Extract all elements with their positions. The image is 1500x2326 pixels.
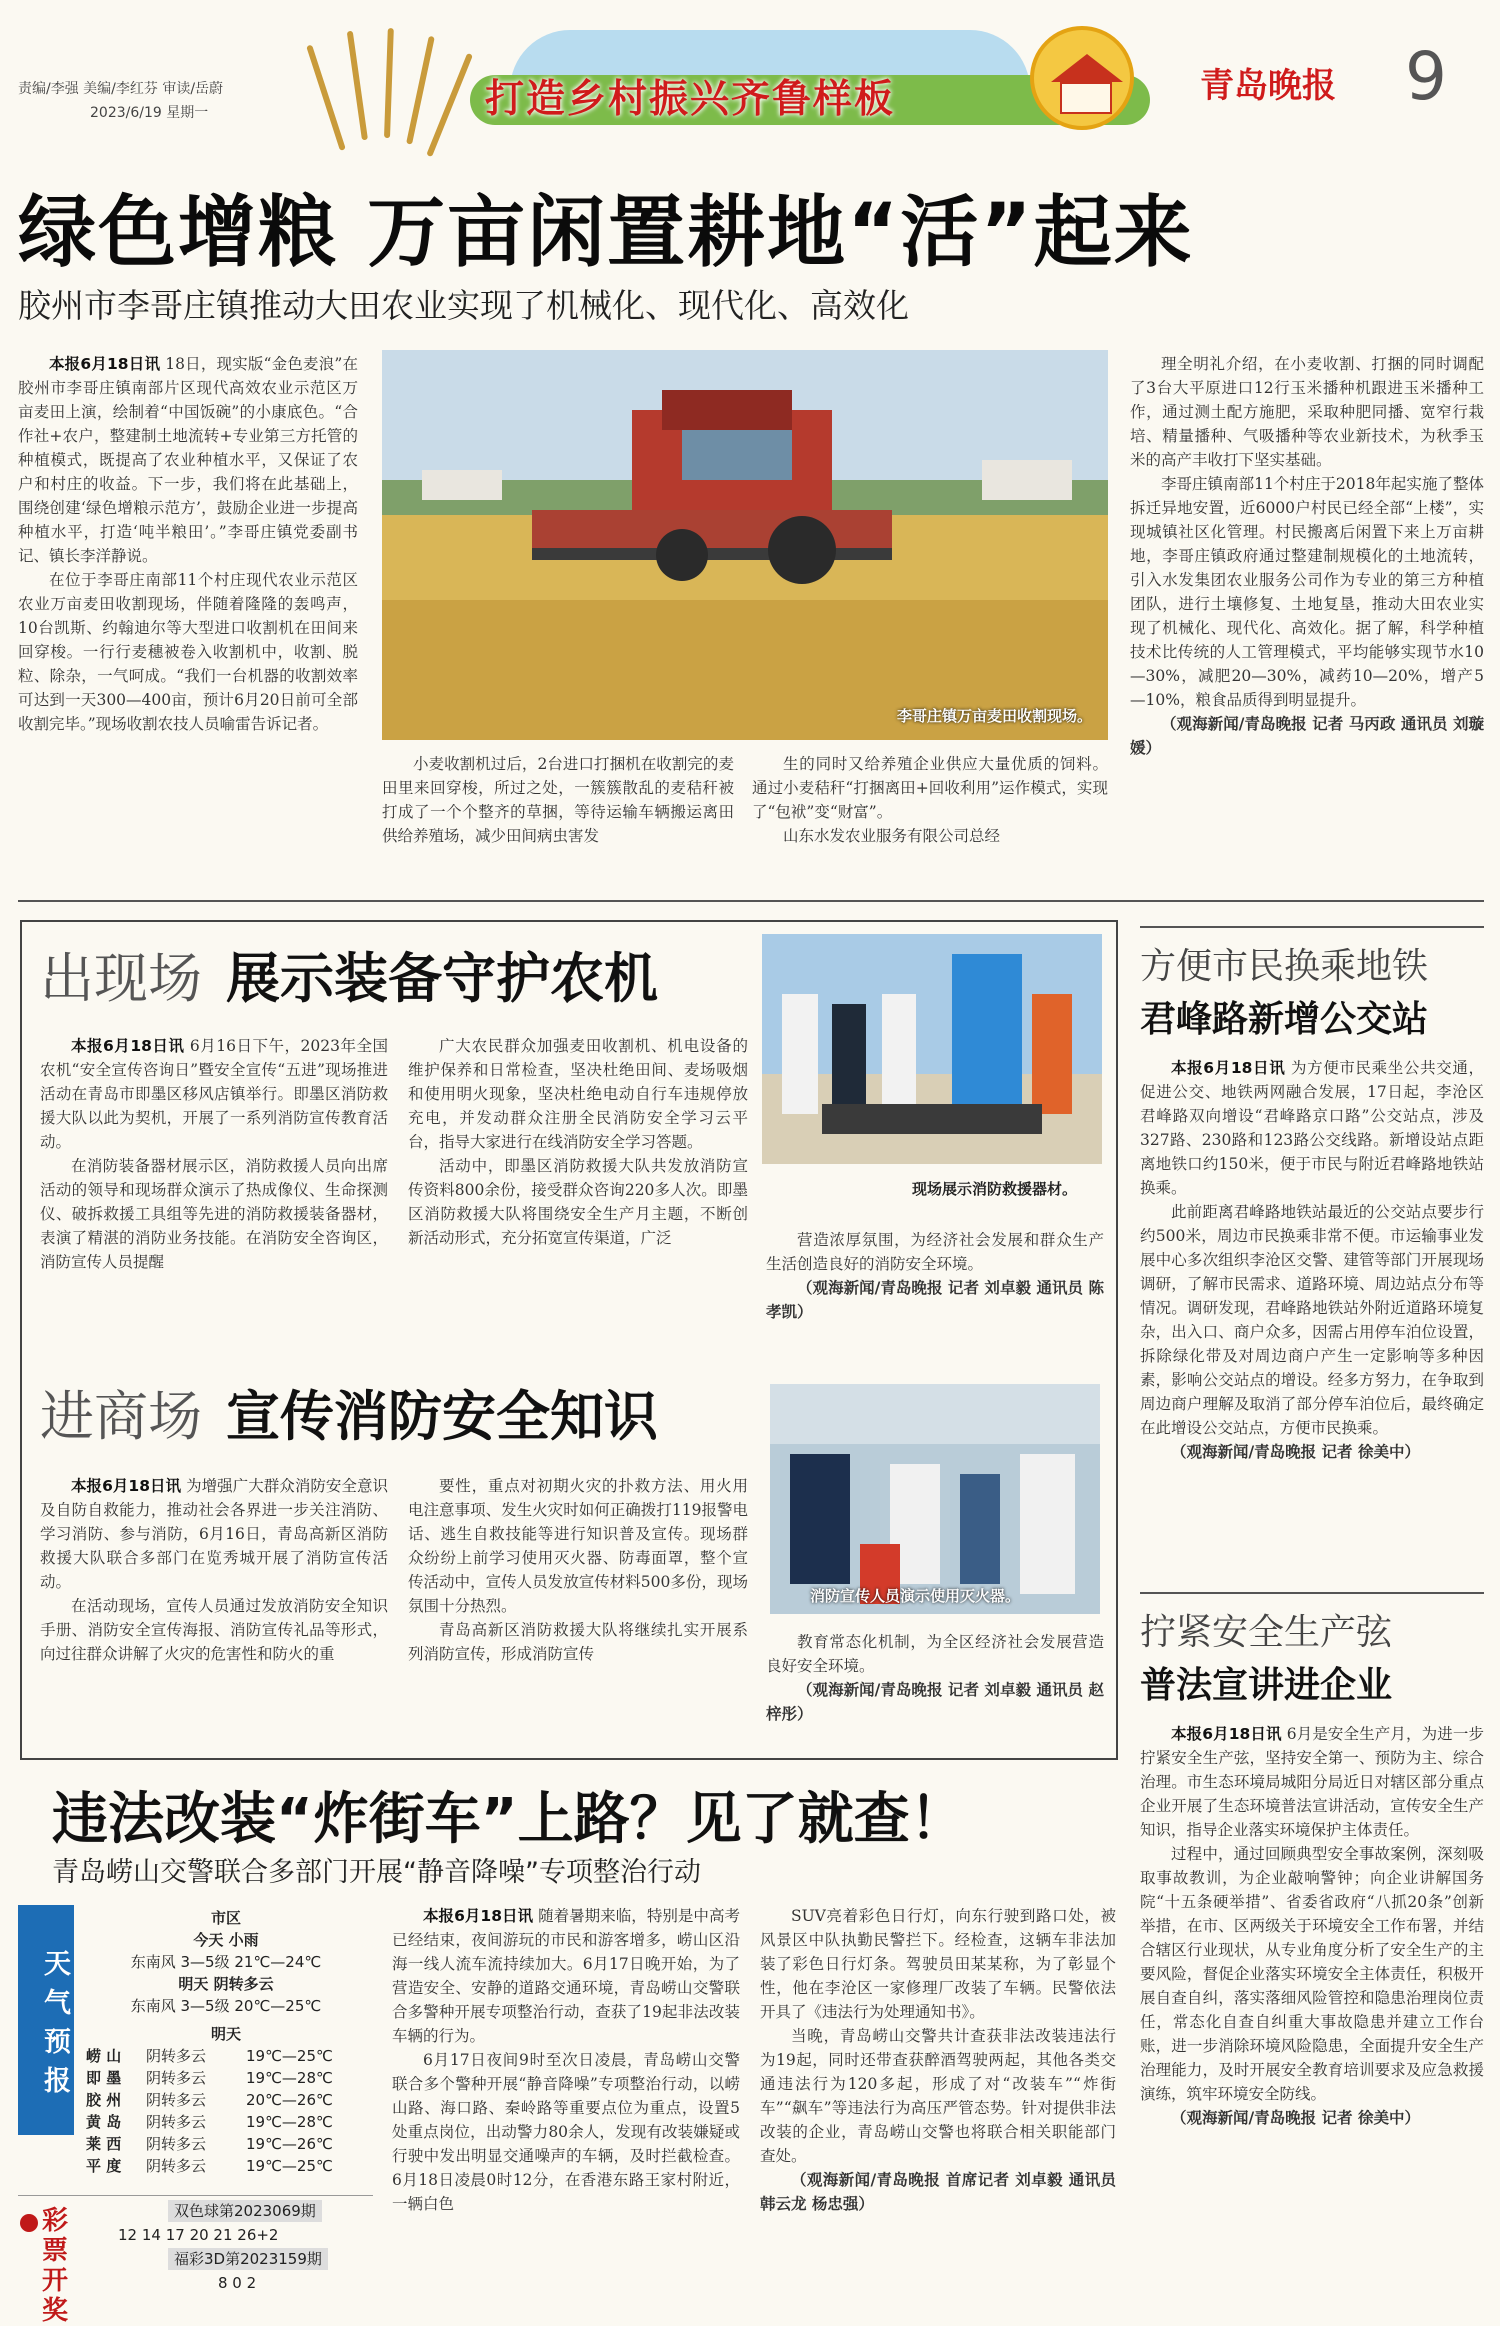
safety-heading-thin: 拧紧安全生产弦 bbox=[1140, 1612, 1393, 1653]
lead-headline: 绿色增粮 万亩闲置耕地“活”起来 bbox=[18, 188, 1194, 278]
weather-label: 天气预报 bbox=[18, 1905, 74, 2135]
metro-story bbox=[1140, 926, 1484, 1464]
lead-under-col-2: 生的同时又给养殖企业供应大量优质的饲料。通过小麦秸秆“打捆离田+回收利用”运作模式，实现了“包袱”变“财富”。 山东水发农业服务有限公司总经 bbox=[752, 755, 1108, 845]
fire-safety-box bbox=[20, 920, 1118, 1760]
lottery-icon bbox=[20, 2214, 38, 2232]
newspaper-logo: 青岛晚报 bbox=[1200, 66, 1336, 106]
metro-heading-bold: 君峰路新增公交站 bbox=[1140, 999, 1429, 1040]
issue-date: 2023/6/19 星期一 bbox=[90, 105, 209, 121]
fire-s2-col-1: 本报6月18日讯 为增强广大群众消防安全意识及自防自救能力，推动社会各界进一步关注消防、学习消防、参与消防，6月16日，青岛高新区消防救援大队联合多部门在览秀城开展了消防宣传活动。 在活动现场，宣传人员通过发放消防安全知识手册、消防安全宣传海报、消防宣传礼品等形式，向过往群众讲解了火灾的危害性和防火的重 bbox=[40, 1477, 388, 1663]
fire-s1-col-3: 营造浓厚氛围，为经济社会发展和群众生产生活创造良好的消防安全环境。 （观海新闻/青岛晚报 记者 刘卓毅 通讯员 陈孝凯） bbox=[766, 1231, 1104, 1321]
fire-section-2-heading: 进商场 宣传消防安全知识 bbox=[40, 1385, 658, 1448]
weather-region-list bbox=[86, 2045, 366, 2177]
traffic-subhead: 青岛崂山交警联合多部门开展“静音降噪”专项整治行动 bbox=[52, 1857, 701, 1888]
weather-box: 天气预报 市区 今天 小雨 东南风 3—5级 21℃—24℃ 明天 阴转多云 东南风 3—5级 20℃—25℃ 明天 崂 山 阴转多云 19℃—25℃ 即 墨 阴转多云 19℃—28℃ 胶 州 阴转多云 20℃—26℃ 黄 岛 阴转多云 19℃—28℃ 莱 西 阴转多云 19℃—26℃ 平 度 阴转多云 19℃—25℃ 彩票开奖 双色球第2023069期 12 14 17 20 21 26+2 福彩3D第2023159期 8 0 2 bbox=[18, 1905, 373, 2285]
traffic-col-2: SUV亮着彩色日行灯，向东行驶到路口处，被风景区中队执勤民警拦下。经检查，这辆车非法加装了彩色日行灯条。驾驶员田某某称，为了彰显个性，他在李沧区一家修理厂改装了车辆。民警依法开具了《违法行为处理通知书》。 当晚，青岛崂山交警共计查获非法改装违法行为19起，同时还带查获醉酒驾驶两起，其他各类交通违法行为120多起，形成了对“改装车”“炸街车”“飙车”等违法行为高压严管态势。针对提供非法改装的企业，青岛崂山交警也将联合相关职能部门查处。 （观海新闻/青岛晚报 首席记者 刘卓毅 通讯员 韩云龙 杨忠强） bbox=[760, 1907, 1116, 2213]
fire-mall-photo-caption: 消防宣传人员演示使用灭火器。 bbox=[810, 1587, 1021, 1605]
traffic-headline: 违法改装“炸街车”上路？见了就查！ bbox=[52, 1787, 966, 1852]
editors-line: 责编/李强 美编/李红芬 审读/岳蔚 bbox=[18, 81, 224, 97]
list-item: 胶 州 阴转多云 20℃—26℃ bbox=[86, 2091, 333, 2109]
metro-heading-thin: 方便市民换乘地铁 bbox=[1140, 946, 1429, 987]
wheat-illustration bbox=[310, 20, 450, 160]
fire-equipment-caption: 现场展示消防救援器材。 bbox=[912, 1180, 1078, 1198]
harvest-photo-caption: 李哥庄镇万亩麦田收割现场。 bbox=[896, 707, 1092, 725]
safety-heading-bold: 普法宣讲进企业 bbox=[1140, 1665, 1393, 1706]
lead-credit: （观海新闻/青岛晚报 记者 马丙政 通讯员 刘璇媛） bbox=[1130, 714, 1484, 757]
list-item: 即 墨 阴转多云 19℃—28℃ bbox=[86, 2069, 333, 2087]
section-divider bbox=[18, 900, 1484, 902]
fire-equipment-photo bbox=[762, 934, 1102, 1164]
masthead bbox=[0, 0, 1500, 160]
list-item: 莱 西 阴转多云 19℃—26℃ bbox=[86, 2135, 333, 2153]
metro-body: 本报6月18日讯 为方便市民乘坐公共交通，促进公交、地铁两网融合发展，17日起，李沧区君峰路双向增设“君峰路京口路”公交站点，涉及327路、230路和123路公交线路。新增设站点距离地铁口约150米，便于市民与附近君峰路地铁站换乘。 此前距离君峰路地铁站最近的公交站点要步行约500米，周边市民换乘非常不便。市运输事业发展中心多次组织李沧区交警、建管等部门开展现场调研，了解市民需求、道路环境、周边站点分布等情况。调研发现，君峰路地铁站外附近道路环境复杂，出入口、商户众多，因需占用停车泊位设置，拆除绿化带及对周边商户产生一定影响等多种因素，影响公交站点的增设。经多方努力，在争取到周边商户理解及取消了部分停车泊位后，最终确定在此增设公交站点，方便市民换乘。 （观海新闻/青岛晚报 记者 徐美中） bbox=[1140, 1059, 1484, 1461]
safety-body: 本报6月18日讯 6月是安全生产月，为进一步拧紧安全生产弦，坚持安全第一、预防为主、综合治理。市生态环境局城阳分局近日对辖区部分重点企业开展了生态环境普法宣讲活动，宣传安全生产知识，指导企业落实环境保护主体责任。 过程中，通过回顾典型安全事故案例，深刻吸取事故教训，为企业敲响警钟；向企业讲解国务院“十五条硬举措”、省委省政府“八抓20条”创新举措，在市、区两级关于环境安全工作布署，并结合辖区行业现状，从专业角度分析了安全生产的主要风险，督促企业落实环境安全主体责任，积极开展自查自纠，落实落细风险管控和隐患治理岗位责任，常态化自查自纠重大事故隐患并建立工作台账，进一步消除环境风险隐患，全面提升安全生产治理能力，及时开展安全教育培训要求及应急救援演练，筑牢环境安全防线。 （观海新闻/青岛晚报 记者 徐美中） bbox=[1140, 1725, 1484, 2127]
fire-s2-col-2: 要性，重点对初期火灾的扑救方法、用火用电注意事项、发生火灾时如何正确拨打119报警电话、逃生自救技能等进行知识普及宣传。现场群众纷纷上前学习使用灭火器、防毒面罩，整个宣传活动中，宣传人员发放宣传材料500多份，现场氛围十分热烈。 青岛高新区消防救援大队将继续扎实开展系列消防宣传，形成消防宣传 bbox=[408, 1477, 748, 1663]
harvest-photo bbox=[382, 350, 1108, 740]
lead-under-col-1: 小麦收割机过后，2台进口打捆机在收割完的麦田里来回穿梭，所过之处，一簇簇散乱的麦秸秆被打成了一个个整齐的草捆，等待运输车辆搬运离田供给养殖场，减少田间病虫害发 bbox=[382, 755, 734, 845]
fire-s1-col-1: 本报6月18日讯 6月16日下午，2023年全国农机“安全宣传咨询日”暨安全宣传“五进”现场推进活动在青岛市即墨区移风店镇举行。即墨区消防救援大队以此为契机，开展了一系列消防宣传教育活动。 在消防装备器材展示区，消防救援人员向出席活动的领导和现场群众演示了热成像仪、生命探测仪、破拆救援工具组等先进的消防救援装备器材，表演了精湛的消防业务技能。在消防安全咨询区，消防宣传人员提醒 bbox=[40, 1037, 388, 1271]
house-icon bbox=[1030, 26, 1134, 130]
fire-section-1-heading: 出现场 展示装备守护农机 bbox=[40, 947, 658, 1010]
campaign-banner bbox=[450, 20, 1170, 140]
list-item: 平 度 阴转多云 19℃—25℃ bbox=[86, 2157, 333, 2175]
traffic-col-1: 本报6月18日讯 随着暑期来临，特别是中高考已经结束，夜间游玩的市民和游客增多，崂山区沿海一线人流车流持续加大。6月17日晚开始，为了营造安全、安静的道路交通环境，青岛崂山交警联合多警种开展专项整治行动，查获了19起非法改装车辆的行为。 6月17日夜间9时至次日凌晨，青岛崂山交警联合多个警种开展“静音降噪”专项整治行动，以崂山路、海口路、秦岭路等重要点位为重点，设置5处重点岗位，出动警力80余人，发现有改装嫌疑或行驶中发出明显交通噪声的车辆，及时拦截检查。6月18日凌晨0时12分，在香港东路王家村附近，一辆白色 bbox=[392, 1907, 740, 2213]
dateline: 本报6月18日讯 bbox=[49, 355, 161, 373]
safety-story bbox=[1140, 1592, 1484, 2130]
lead-column-3: 理全明礼介绍，在小麦收割、打捆的同时调配了3台大平原进口12行玉米播种机跟进玉米播种工作，通过测土配方施肥，采取种肥同播、宽窄行栽培、精量播种、气吸播种等农业新技术，为秋季玉米的高产丰收打下坚实基础。 李哥庄镇南部11个村庄于2018年起实施了整体拆迁异地安置，近6000户村民已经全部“上楼”，实现城镇社区化管理。村民搬离后闲置下来上万亩耕地，李哥庄镇政府通过整建制规模化的土地流转，引入水发集团农业服务公司作为专业的第三方种植团队，进行土壤修复、土地复垦，推动大田农业实现了机械化、现代化、高效化。据了解，科学种植技术比传统的人工管理模式，平均能够实现节水10—30%，减肥20—30%，减药10—20%，增产5—10%，粮食品质得到明显提升。 （观海新闻/青岛晚报 记者 马丙政 通讯员 刘璇媛） bbox=[1130, 352, 1484, 760]
lead-column-1: 本报6月18日讯 18日，现实版“金色麦浪”在胶州市李哥庄镇南部片区现代高效农业示范区万亩麦田上演，绘制着“中国饭碗”的小康底色。“合作社+农户，整建制土地流转+专业第三方托管的种植模式，既提高了农业种植水平，又保证了农户和村庄的收益。下一步，我们将在此基础上，围绕创建‘绿色增粮示范方’，鼓励企业进一步提高种植水平，打造‘吨半粮田’。”李哥庄镇党委副书记、镇长李洋静说。 在位于李哥庄南部11个村庄现代农业示范区农业万亩麦田收割现场，伴随着隆隆的轰鸣声，10台凯斯、约翰迪尔等大型进口收割机在田间来回穿梭。一行行麦穗被卷入收割机中，收割、脱粒、除杂，一气呵成。“我们一台机器的收割效率可达到一天300—400亩，预计6月20日前可全部收割完毕。”现场收割农技人员喻雷告诉记者。 bbox=[18, 355, 358, 733]
list-item: 黄 岛 阴转多云 19℃—28℃ bbox=[86, 2113, 333, 2131]
fire-s1-col-2: 广大农民群众加强麦田收割机、机电设备的维护保养和日常检查，坚决杜绝田间、麦场吸烟和使用明火现象，坚决杜绝电动自行车违规停放充电，并发动群众注册全民消防安全学习云平台，指导大家进行在线消防安全学习答题。 活动中，即墨区消防救援大队共发放消防宣传资料800余份，接受群众咨询220多人次。即墨区消防救援大队将围绕安全生产月主题，不断创新活动形式，充分拓宽宣传渠道，广泛 bbox=[408, 1037, 748, 1247]
list-item: 崂 山 阴转多云 19℃—25℃ bbox=[86, 2047, 333, 2065]
lottery-label: 彩票开奖 bbox=[42, 2206, 69, 2326]
fire-s2-col-3: 教育常态化机制，为全区经济社会发展营造良好安全环境。 （观海新闻/青岛晚报 记者 刘卓毅 通讯员 赵梓彤） bbox=[766, 1633, 1104, 1723]
fire-mall-photo bbox=[770, 1384, 1100, 1614]
lead-subhead: 胶州市李哥庄镇推动大田农业实现了机械化、现代化、高效化 bbox=[18, 286, 909, 325]
page-number: 9 bbox=[1405, 38, 1447, 115]
banner-title: 打造乡村振兴齐鲁样板 bbox=[485, 76, 896, 122]
lottery-section: 彩票开奖 双色球第2023069期 12 14 17 20 21 26+2 福彩3D第2023159期 8 0 2 bbox=[18, 2195, 373, 2196]
